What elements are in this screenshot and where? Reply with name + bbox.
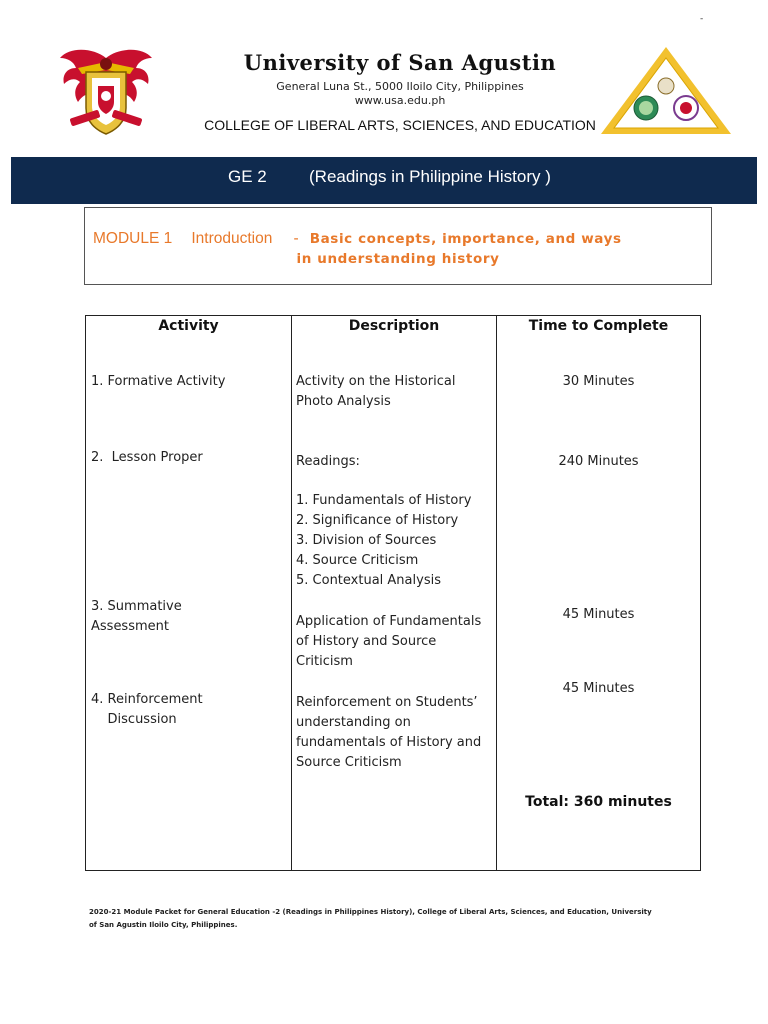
- description-text: of History and Source: [296, 634, 437, 649]
- header-activity: Activity: [158, 318, 219, 334]
- description-cell: [296, 372, 455, 412]
- description-text: fundamentals of History and: [296, 735, 482, 750]
- description-cell: [296, 612, 481, 672]
- activity-cell: [91, 597, 182, 637]
- activity-text: Discussion: [91, 712, 177, 727]
- course-title: (Readings in Philippine History ): [309, 167, 551, 186]
- footer-line: 2020-21 Module Packet for General Education -2 (Readings in Philippines History), College of Liberal Arts, Sciences, and Education, University: [89, 908, 652, 916]
- description-text: Reinforcement on Students’: [296, 695, 478, 710]
- course-banner: [11, 157, 757, 204]
- description-cell: [296, 452, 360, 472]
- reading-item: 3. Division of Sources: [296, 533, 437, 548]
- module-heading: [93, 228, 622, 248]
- footer-line: of San Agustin Iloilo City, Philippines.: [89, 921, 238, 929]
- page-mark: -: [700, 14, 704, 24]
- course-code: GE 2: [228, 167, 267, 186]
- total-time: Total: 360 minutes: [525, 794, 672, 810]
- college-triangle-logo: [598, 44, 734, 138]
- description-text: Readings:: [296, 454, 360, 469]
- activity-table: [85, 315, 701, 871]
- description-text: Photo Analysis: [296, 394, 391, 409]
- university-name: University of San Agustin: [243, 50, 557, 75]
- reading-item: 1. Fundamentals of History: [296, 493, 472, 508]
- time-cell: 45 Minutes: [562, 681, 635, 696]
- header-time: Time to Complete: [528, 318, 669, 334]
- column-divider: [291, 316, 292, 870]
- activity-cell: [91, 372, 225, 392]
- time-cell: 240 Minutes: [558, 454, 639, 469]
- university-website: www.usa.edu.ph: [354, 94, 446, 107]
- description-text: Application of Fundamentals: [296, 614, 482, 629]
- description-cell: [296, 693, 481, 773]
- reading-item: 2. Significance of History: [296, 513, 459, 528]
- activity-text: 4. Reinforcement: [91, 692, 203, 707]
- activity-text: 1. Formative Activity: [91, 374, 226, 389]
- description-text: Activity on the Historical: [296, 374, 456, 389]
- readings-list: [296, 491, 471, 591]
- college-name: COLLEGE OF LIBERAL ARTS, SCIENCES, AND EDUCATION: [204, 117, 596, 133]
- module-label: MODULE 1: [93, 230, 173, 247]
- description-text: Source Criticism: [296, 755, 402, 770]
- module-dash: -: [293, 230, 299, 247]
- description-text: Criticism: [296, 654, 353, 669]
- module-title: Introduction: [191, 230, 273, 247]
- module-subtitle-line1: Basic concepts, importance, and ways: [309, 231, 622, 247]
- activity-text: 2. Lesson Proper: [91, 450, 203, 465]
- university-address: General Luna St., 5000 Iloilo City, Philippines: [276, 80, 524, 93]
- reading-item: 5. Contextual Analysis: [296, 573, 441, 588]
- activity-text: 3. Summative: [91, 599, 182, 614]
- module-box: [84, 207, 712, 285]
- column-divider: [496, 316, 497, 870]
- time-cell: 30 Minutes: [562, 374, 635, 389]
- reading-item: 4. Source Criticism: [296, 553, 419, 568]
- module-subtitle-line2: in understanding history: [296, 251, 500, 267]
- activity-cell: [91, 690, 203, 730]
- activity-cell: [91, 448, 203, 468]
- footer-citation: [89, 906, 689, 932]
- activity-text: Assessment: [91, 619, 169, 634]
- description-text: understanding on: [296, 715, 411, 730]
- header-description: Description: [348, 318, 440, 334]
- time-cell: 45 Minutes: [562, 607, 635, 622]
